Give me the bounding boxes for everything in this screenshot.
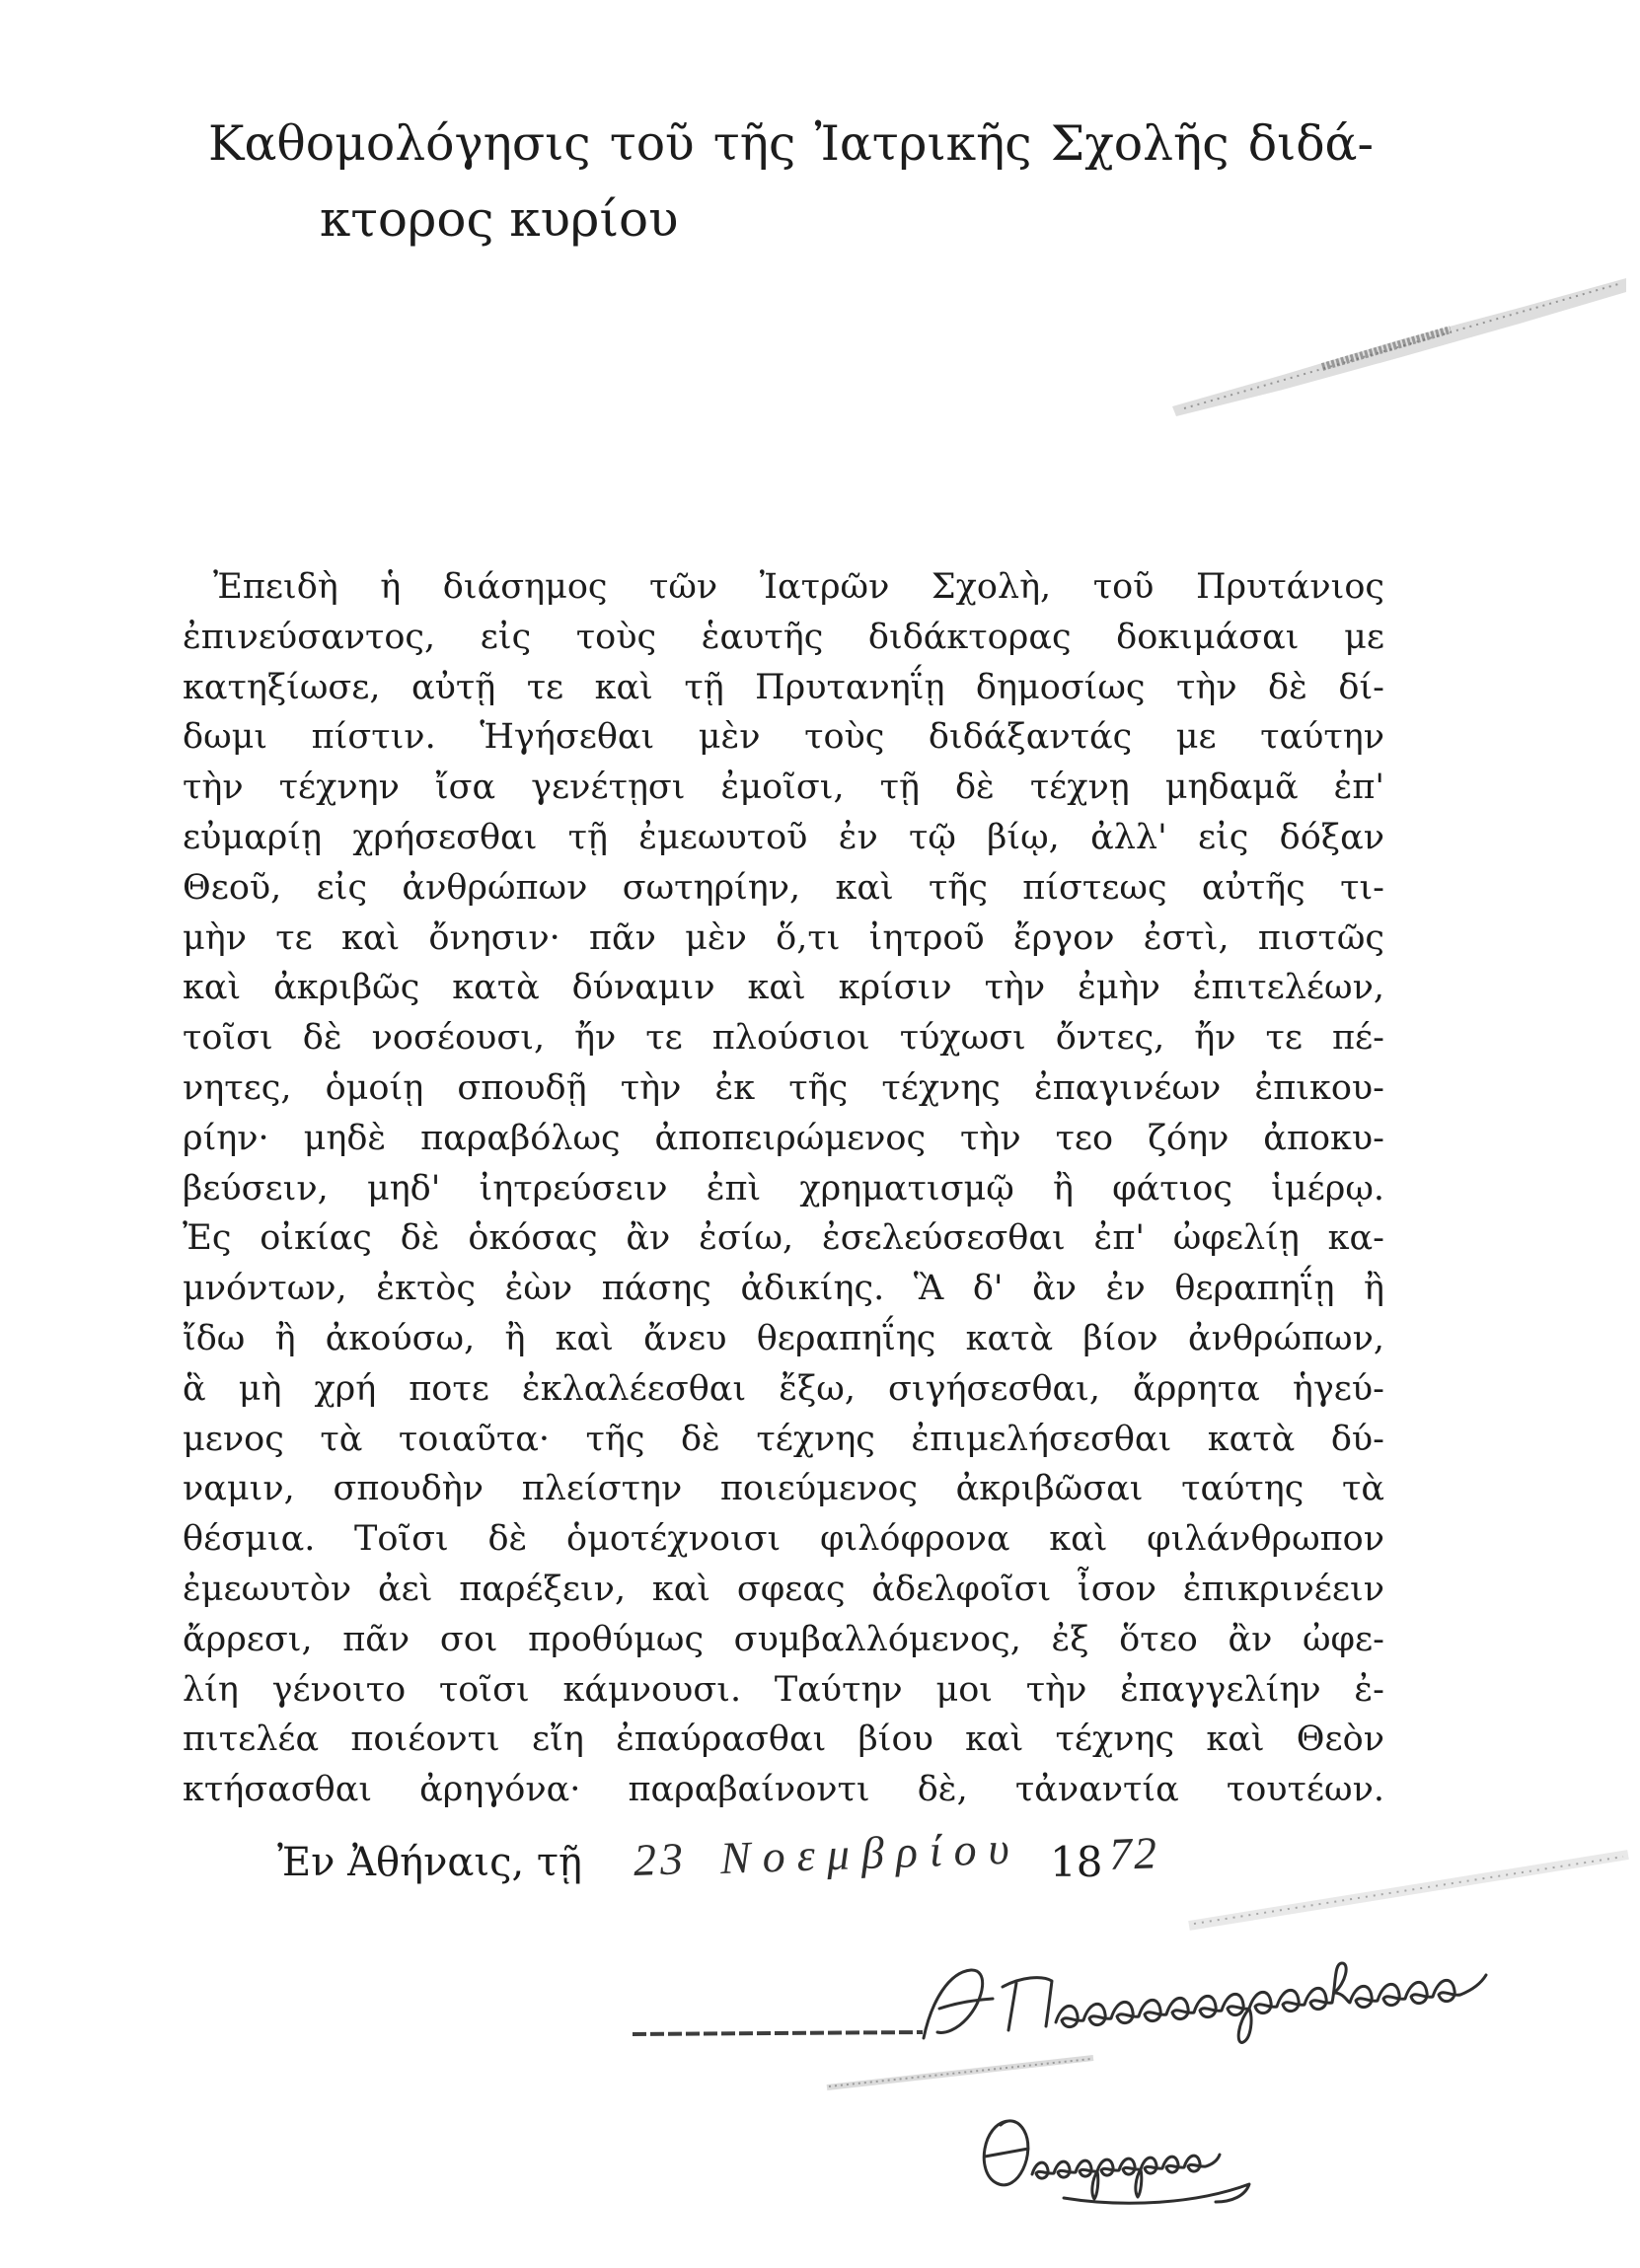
scan-smudge-top — [1172, 278, 1626, 416]
oath-line: τοῖσι δὲ νοσέουσι, ἤν τε πλούσιοι τύχωσι ὄντες, ἤν τε πέ- — [183, 1018, 1384, 1059]
oath-line: εὐμαρίῃ χρήσεσθαι τῇ ἐμεωυτοῦ ἐν τῷ βίῳ, ἀλλ' εἰς δόξαν — [183, 817, 1384, 857]
oath-line: Ἐπειδὴ ἡ διάσημος τῶν Ἰατρῶν Σχολὴ, τοῦ Πρυτάνιος — [213, 567, 1384, 607]
signature-2-underline-flourish — [1064, 2184, 1249, 2203]
scan-smudge-signature — [827, 2058, 1093, 2087]
handwritten-year-digits: 72 — [1108, 1827, 1159, 1879]
smudge-speckle — [1194, 1857, 1623, 1924]
signature-2 — [984, 2121, 1249, 2203]
smudge-speckle — [1184, 284, 1618, 408]
document-title-line-1: Καθομολόγησις τοῦ τῆς Ἰατρικῆς Σχολῆς διδά- — [208, 115, 1374, 172]
handwritten-month: Νοεμβρίου — [719, 1822, 1022, 1883]
oath-line: δωμι πίστιν. Ἡγήσεθαι μὲν τοὺς διδάξαντάς με ταύτην — [183, 717, 1384, 758]
oath-line: μὴν τε καὶ ὄνησιν· πᾶν μὲν ὅ,τι ἰητροῦ ἔργον ἐστὶ, πιστῶς — [183, 917, 1384, 958]
oath-line: ναμιν, σπουδὴν πλείστην ποιεύμενος ἀκριβῶσαι ταύτης τὰ — [183, 1469, 1384, 1509]
oath-line: Θεοῦ, εἰς ἀνθρώπων σωτηρίην, καὶ τῆς πίστεως αὐτῆς τι- — [183, 867, 1384, 908]
oath-line: ἴδω ἢ ἀκούσω, ἢ καὶ ἄνευ θεραπηΐης κατὰ βίον ἀνθρώπων, — [183, 1318, 1384, 1358]
signature-2-cursive — [1032, 2155, 1220, 2199]
signature-1-initial — [924, 1970, 993, 2038]
smudge-band — [1172, 278, 1626, 416]
signature-1-capital — [1003, 1978, 1052, 2030]
scan-smudge-date — [1189, 1855, 1628, 1926]
oath-line: μνόντων, ἐκτὸς ἐὼν πάσης ἀδικίης. Ἃ δ' ἂν ἐν θεραπηΐῃ ἢ — [183, 1269, 1384, 1309]
oath-line: ἐμεωυτὸν ἀεὶ παρέξειν, καὶ σφεας ἀδελφοῖσι ἶσον ἐπικρινέειν — [183, 1569, 1384, 1609]
oath-line: βεύσειν, μηδ' ἰητρεύσειν ἐπὶ χρηματισμῷ ἢ φάτιος ἱμέρῳ. — [183, 1168, 1384, 1208]
signature-rule-line — [633, 2032, 923, 2034]
signature-1 — [924, 1963, 1486, 2042]
signature-1-cursive — [1056, 1963, 1486, 2042]
oath-body — [183, 562, 1384, 1815]
place-date-printed: Ἐν Ἀθήναις, τῇ — [277, 1840, 583, 1885]
oath-line: θέσμια. Τοῖσι δὲ ὁμοτέχνοισι φιλόφρονα καὶ φιλάνθρωπον — [183, 1519, 1384, 1560]
smudge-core — [1322, 329, 1451, 367]
oath-line: ἄρρεσι, πᾶν σοι προθύμως συμβαλλόμενος, ἐξ ὅτεο ἂν ὠφε- — [183, 1619, 1384, 1659]
oath-line: κατηξίωσε, αὐτῇ τε καὶ τῇ Πρυτανηΐῃ δημοσίως τὴν δὲ δί- — [183, 667, 1384, 707]
oath-line: νητες, ὁμοίῃ σπουδῇ τὴν ἐκ τῆς τέχνης ἐπαγινέων ἐπικου- — [183, 1067, 1384, 1108]
printed-year-digits: 18 — [1050, 1838, 1103, 1886]
handwritten-day: 23 — [633, 1833, 688, 1885]
oath-line: κτήσασθαι ἀρηγόνα· παραβαίνοντι δὲ, τἀναντία τουτέων. — [183, 1770, 1384, 1810]
signature-2-initial — [984, 2121, 1028, 2185]
oath-line: ἐπινεύσαντος, εἰς τοὺς ἑαυτῆς διδάκτορας δοκιμάσαι με — [183, 617, 1384, 657]
document-title-line-2: κτορος κυρίου — [320, 190, 679, 248]
oath-line: καὶ ἀκριβῶς κατὰ δύναμιν καὶ κρίσιν τὴν ἐμὴν ἐπιτελέων, — [183, 968, 1384, 1008]
oath-line: Ἐς οἰκίας δὲ ὁκόσας ἂν ἐσίω, ἐσελεύσεσθαι ἐπ' ὠφελίῃ κα- — [183, 1218, 1384, 1259]
smudge-band — [827, 2058, 1093, 2087]
oath-line: λίη γένοιτο τοῖσι κάμνουσι. Ταύτην μοι τὴν ἐπαγγελίην ἐ- — [183, 1669, 1384, 1710]
oath-line: ἃ μὴ χρή ποτε ἐκλαλέεσθαι ἔξω, σιγήσεσθαι, ἄρρητα ἡγεύ- — [183, 1368, 1384, 1409]
smudge-band — [1189, 1855, 1628, 1926]
oath-line: πιτελέα ποιέοντι εἴη ἐπαύρασθαι βίου καὶ τέχνης καὶ Θεὸν — [183, 1719, 1384, 1760]
smudge-speckle — [829, 2059, 1091, 2086]
oath-line: τὴν τέχνην ἴσα γενέτῃσι ἐμοῖσι, τῇ δὲ τέχνῃ μηδαμᾶ ἐπ' — [183, 768, 1384, 808]
oath-line: ρίην· μηδὲ παραβόλως ἀποπειρώμενος τὴν τεο ζόην ἀποκυ- — [183, 1118, 1384, 1158]
oath-line: μενος τὰ τοιαῦτα· τῆς δὲ τέχνης ἐπιμελήσεσθαι κατὰ δύ- — [183, 1419, 1384, 1459]
